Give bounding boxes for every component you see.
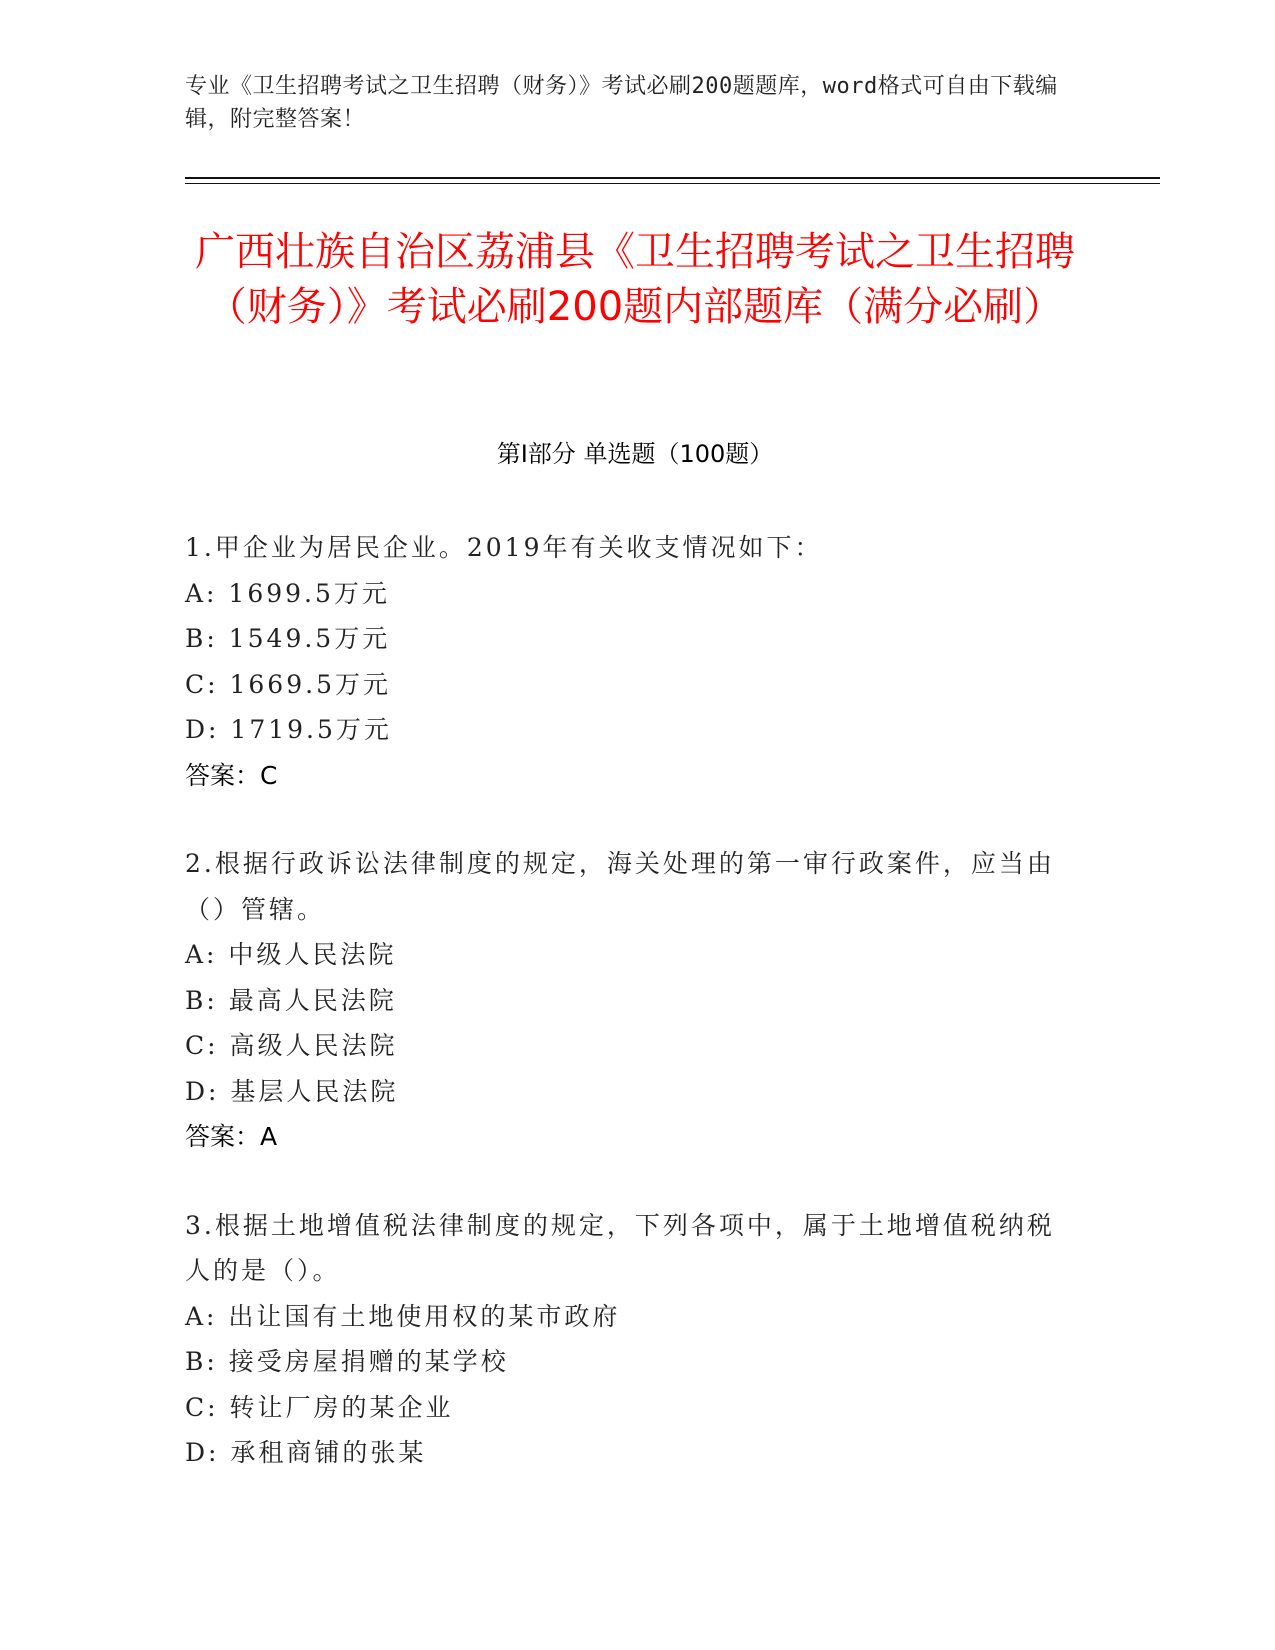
document-title: 广西壮族自治区荔浦县《卫生招聘考试之卫生招聘（财务）》考试必刷200题内部题库（满分必刷） xyxy=(195,229,1075,330)
header-divider-thin xyxy=(185,183,1160,184)
question-option: D: 承租商铺的张某 xyxy=(185,1438,427,1467)
question-answer: 答案：A xyxy=(185,1122,278,1151)
question-item xyxy=(185,525,1065,798)
question-option: C: 高级人民法院 xyxy=(185,1031,398,1060)
question-option: D: 基层人民法院 xyxy=(185,1076,399,1106)
header-note: 专业《卫生招聘考试之卫生招聘（财务）》考试必刷200题题库，word格式可自由下载编辑，附完整答案！ xyxy=(185,74,1058,132)
header-divider xyxy=(185,177,1160,179)
question-answer: 答案：C xyxy=(185,760,278,790)
question-option: C: 1669.5万元 xyxy=(185,669,391,699)
question-stem: 1.甲企业为居民企业。2019年有关收支情况如下： xyxy=(185,533,823,562)
question-option: A: 1699.5万元 xyxy=(185,578,390,608)
question-stem: 2.根据行政诉讼法律制度的规定，海关处理的第一审行政案件，应当由（）管辖。 xyxy=(185,849,1055,924)
question-list xyxy=(185,525,1065,1519)
section-heading: 第Ⅰ部分 单选题（100题） xyxy=(496,440,774,468)
question-option: A: 中级人民法院 xyxy=(185,940,397,969)
question-option: B: 接受房屋捐赠的某学校 xyxy=(185,1347,509,1376)
question-item xyxy=(185,1203,1065,1476)
question-option: C: 转让厂房的某企业 xyxy=(185,1392,454,1422)
question-item xyxy=(185,841,1065,1160)
question-option: B: 最高人民法院 xyxy=(185,985,397,1015)
question-stem: 3.根据土地增值税法律制度的规定，下列各项中，属于土地增值税纳税人的是（）。 xyxy=(185,1210,1055,1285)
question-option: D: 1719.5万元 xyxy=(185,715,392,744)
question-option: A: 出让国有土地使用权的某市政府 xyxy=(185,1301,621,1331)
question-option: B: 1549.5万元 xyxy=(185,624,391,653)
